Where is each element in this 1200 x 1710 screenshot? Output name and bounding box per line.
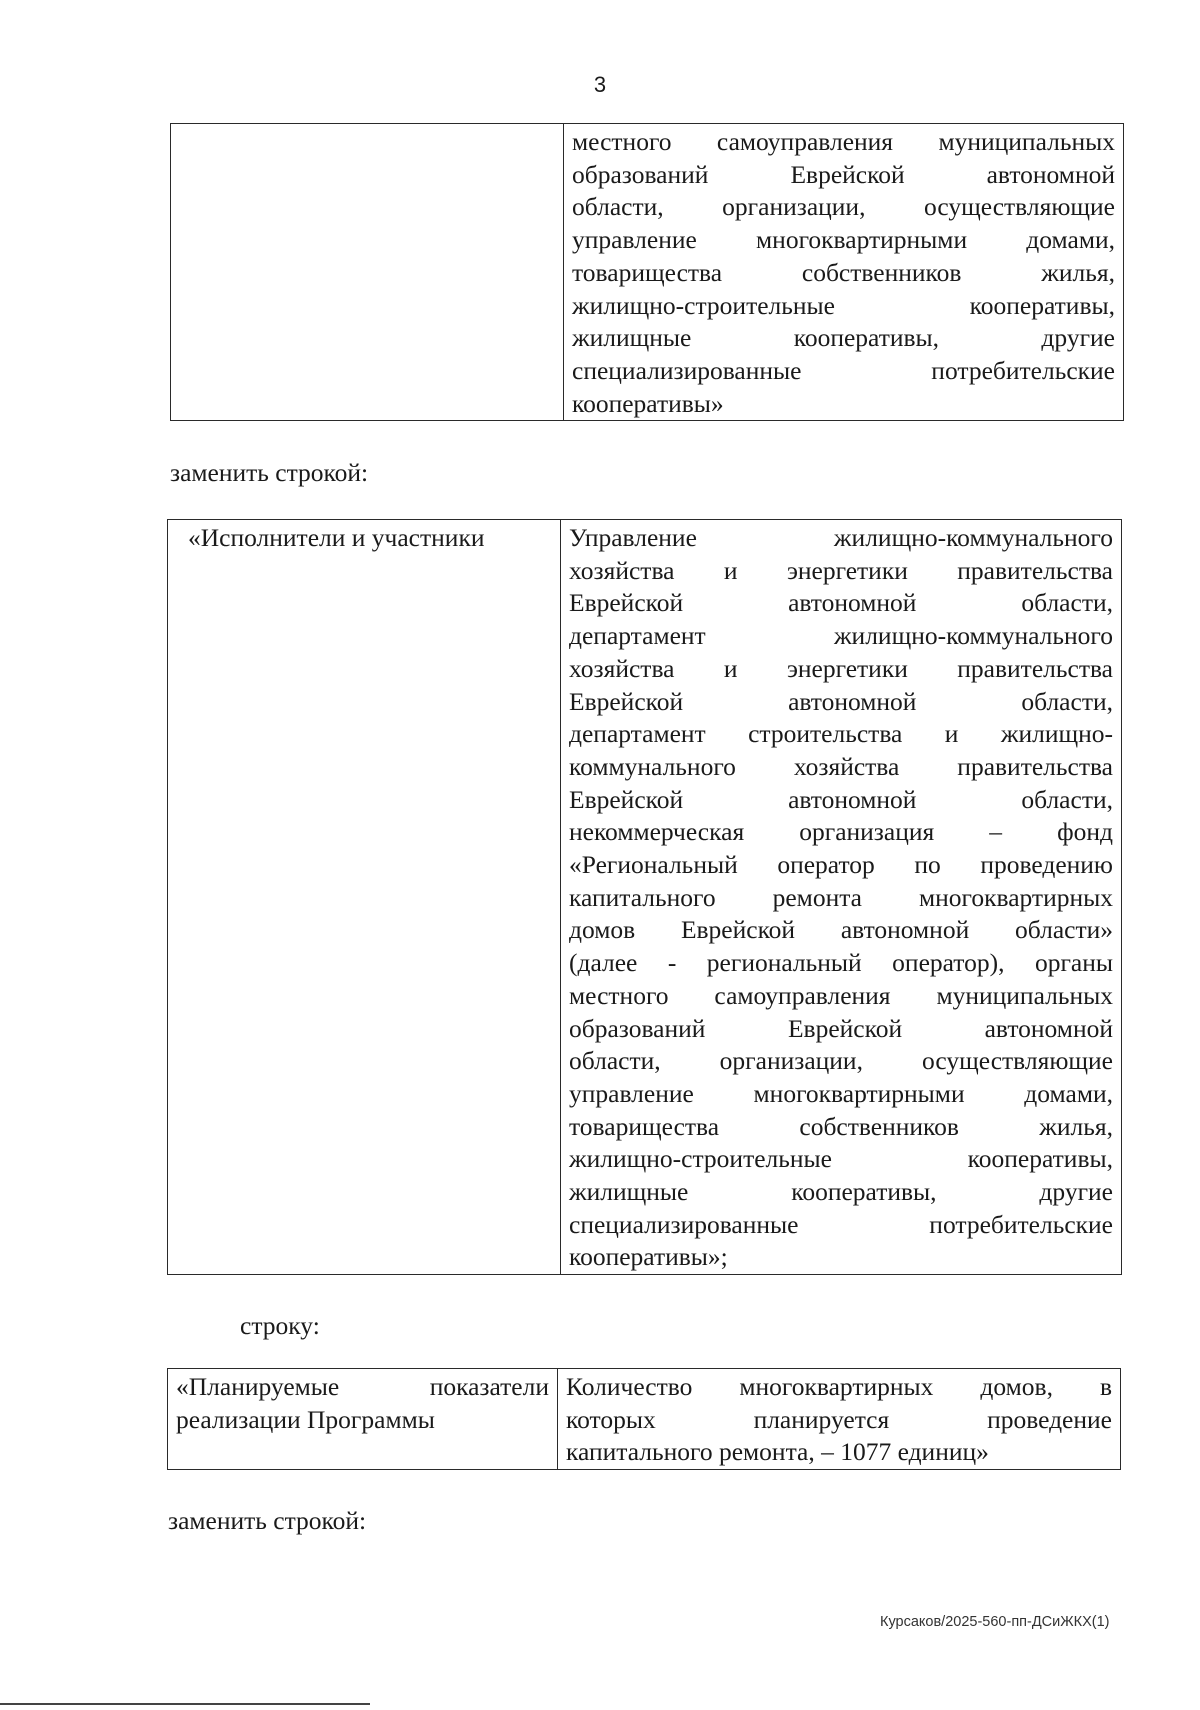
table-cell-right <box>561 520 1122 1275</box>
table-cell-right <box>558 1369 1121 1470</box>
cell-text-line: местного самоуправления муниципальных <box>569 980 1113 1010</box>
cell-text-line: области, организации, осуществляющие <box>569 1046 1113 1076</box>
cell-text-line: Еврейской автономной области, <box>569 588 1113 618</box>
cell-text-line: жилищно-строительные кооперативы, <box>569 1144 1113 1174</box>
table-continuation <box>170 123 1124 421</box>
cell-text-line: департамент жилищно-коммунального <box>569 621 1113 651</box>
cell-text-line: товарищества собственников жилья, <box>572 257 1115 287</box>
table-indicators <box>167 1368 1121 1470</box>
cell-text-line: жилищно-строительные кооперативы, <box>572 290 1115 320</box>
cell-text-line: Еврейской автономной области, <box>569 784 1113 814</box>
cell-text-line: которых планируется проведение <box>566 1404 1112 1434</box>
cell-text-line: домов Еврейской автономной области» <box>569 915 1113 945</box>
cell-text-line: управление многоквартирными домами, <box>572 225 1115 255</box>
cell-text-line: некоммерческая организация – фонд <box>569 817 1113 847</box>
cell-text-line: хозяйства и энергетики правительства <box>569 653 1113 683</box>
cell-text-line: управление многоквартирными домами, <box>569 1078 1113 1108</box>
cell-text-line: коммунального хозяйства правительства <box>569 751 1113 781</box>
cell-text-line: департамент строительства и жилищно- <box>569 719 1113 749</box>
cell-text-line: (далее - региональный оператор), органы <box>569 948 1113 978</box>
cell-text-line: Управление жилищно-коммунального <box>569 523 1113 552</box>
cell-text-line: капитального ремонта, – 1077 единиц» <box>566 1437 989 1467</box>
cell-text-line: кооперативы»; <box>569 1242 728 1272</box>
cell-text-line: товарищества собственников жилья, <box>569 1111 1113 1141</box>
cell-text-line: специализированные потребительские <box>569 1209 1113 1239</box>
table-executors <box>167 519 1122 1275</box>
cell-text-line: хозяйства и энергетики правительства <box>569 555 1113 585</box>
cell-text-line: специализированные потребительские <box>572 355 1115 385</box>
page-number: 3 <box>593 72 607 97</box>
bottom-rule <box>0 1703 370 1705</box>
table-cell-right <box>564 124 1124 421</box>
cell-text-line: «Планируемые показатели <box>176 1372 549 1401</box>
table-cell-left <box>171 124 564 421</box>
cell-text-line: жилищные кооперативы, другие <box>572 323 1115 353</box>
instruction-line: строку: <box>240 1311 320 1340</box>
table-row <box>171 124 1124 421</box>
cell-text-line: жилищные кооперативы, другие <box>569 1177 1113 1207</box>
cell-text-line: реализации Программы <box>176 1404 435 1434</box>
cell-text-line: капитального ремонта многоквартирных <box>569 882 1113 912</box>
instruction-replace-2: заменить строкой: <box>168 1506 367 1535</box>
table-cell-left <box>168 1369 558 1470</box>
cell-text-line: области, организации, осуществляющие <box>572 192 1115 222</box>
document-code: Курсаков/2025-560-пп-ДСиЖКХ(1) <box>880 1614 1110 1630</box>
cell-text-line: Еврейской автономной области, <box>569 686 1113 716</box>
cell-text-line: Количество многоквартирных домов, в <box>566 1372 1112 1401</box>
cell-text-line: образований Еврейской автономной <box>572 159 1115 189</box>
cell-text-line: «Региональный оператор по проведению <box>569 850 1113 880</box>
table-row <box>168 1369 1121 1470</box>
cell-text-line: кооперативы» <box>572 388 724 418</box>
table-row <box>168 520 1122 1275</box>
cell-text-line: местного самоуправления муниципальных <box>572 127 1115 156</box>
table-cell-left: «Исполнители и участники <box>168 520 561 1275</box>
instruction-replace-1: заменить строкой: <box>170 458 369 487</box>
cell-text-line: образований Еврейской автономной <box>569 1013 1113 1043</box>
